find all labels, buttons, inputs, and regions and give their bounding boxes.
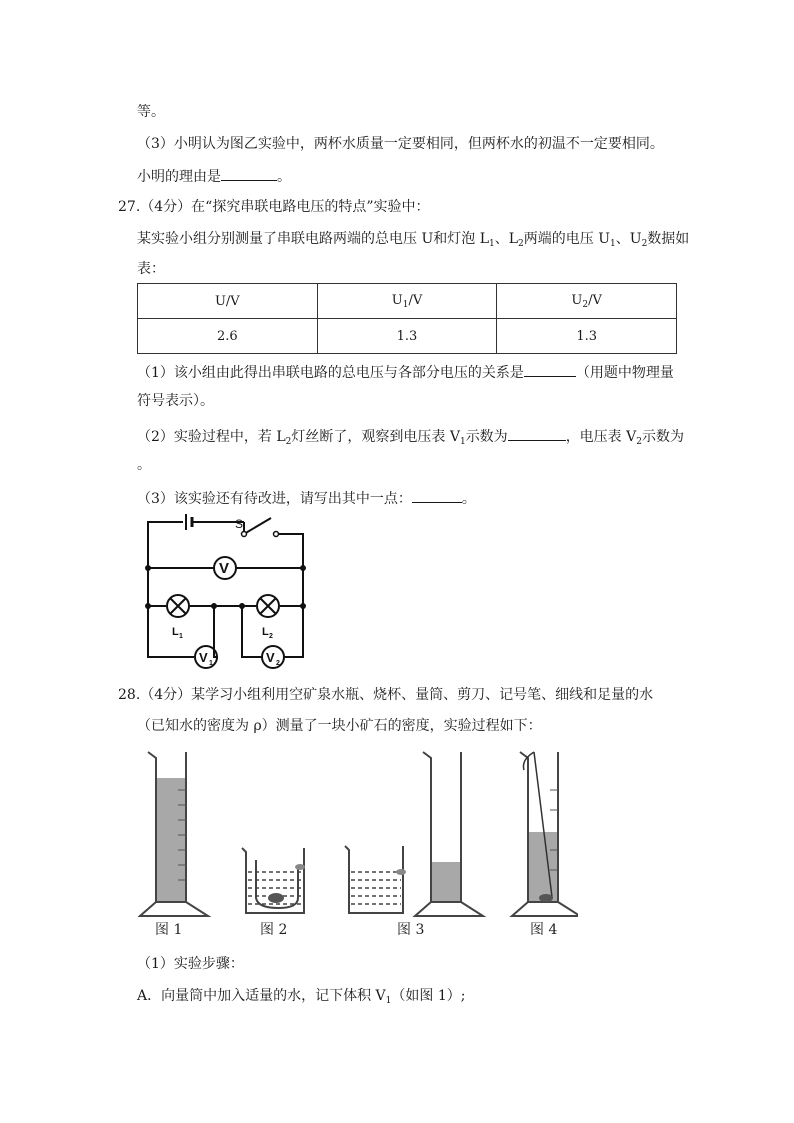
text-segment: 数据如 <box>647 231 690 247</box>
text-segment: （已知水的密度为 ρ）测量了一块小矿石的密度，实验过程如下： <box>137 718 542 734</box>
voltmeter-2-subscript: 2 <box>276 660 280 667</box>
lamp-1-label: L <box>172 626 179 638</box>
question-27-3 <box>137 488 476 508</box>
header-unit: /V <box>588 292 602 308</box>
figure-1-caption: 图 1 <box>155 922 183 938</box>
subscript: 2 <box>582 299 589 310</box>
text-segment: 。 <box>137 457 151 473</box>
text-segment: 表： <box>137 261 165 277</box>
answer-blank[interactable] <box>221 166 277 181</box>
text-segment: 、U <box>615 231 642 247</box>
header-unit: /V <box>408 292 423 308</box>
wire <box>280 568 303 606</box>
subscript: 2 <box>285 437 292 447</box>
text-segment: （3）小明认为图乙实验中，两杯水质量一定要相同，但两杯水的初温不一定要相同。 <box>137 136 664 152</box>
text-segment: （如图 1）; <box>391 988 466 1004</box>
figure-2-beaker <box>242 848 305 913</box>
question-27-1 <box>137 362 674 382</box>
voltmeter-1-subscript: 1 <box>209 660 213 667</box>
experiment-steps-heading <box>137 955 244 973</box>
question-3-reason-line <box>137 166 291 186</box>
subscript: 2 <box>518 239 524 249</box>
voltmeter-2-label: V <box>266 650 275 665</box>
junction-dot <box>300 603 306 609</box>
header-text: U <box>391 292 403 308</box>
subscript: 1 <box>489 239 495 249</box>
wire <box>276 534 303 568</box>
subscript: 1 <box>402 299 409 310</box>
text-line <box>137 103 165 121</box>
text-segment: 示数为 <box>465 429 508 445</box>
wire <box>148 522 183 534</box>
lamp-2-label: L <box>262 626 269 638</box>
figure-3-caption: 图 3 <box>397 922 425 938</box>
figure-3-beaker <box>345 846 406 913</box>
figure-4-caption: 图 4 <box>530 922 558 938</box>
answer-blank[interactable] <box>412 488 462 503</box>
switch-contact <box>242 532 247 537</box>
text-segment: （用题中物理量 <box>575 365 674 381</box>
text-segment: （2）实验过程中，若 L <box>137 429 286 445</box>
answer-blank[interactable] <box>524 362 576 377</box>
text-segment: 某实验小组分别测量了串联电路两端的总电压 U和灯泡 L <box>137 231 489 247</box>
answer-blank[interactable] <box>508 426 566 441</box>
text-segment: A．向量筒中加入适量的水，记下体积 V <box>137 988 386 1004</box>
voltmeter-main-label: V <box>219 560 230 577</box>
text-segment: ，电压表 V <box>565 429 637 445</box>
figure-1-cylinder <box>140 752 208 916</box>
subscript: 1 <box>610 239 616 249</box>
subscript: 2 <box>641 239 648 249</box>
table-cell: 2.6 <box>138 319 318 354</box>
text-segment: （1）该小组由此得出串联电路的总电压与各部分电压的关系是 <box>137 365 524 381</box>
wire <box>284 606 303 657</box>
text-segment: 灯丝断了，观察到电压表 V <box>291 429 460 445</box>
step-a <box>137 987 465 1010</box>
table-header-row <box>138 284 677 319</box>
question-27-heading <box>118 198 430 216</box>
text-segment: （3）该实验还有待改进，请写出其中一点： <box>137 491 412 507</box>
switch-contact <box>274 532 279 537</box>
text-segment: 小明的理由是 <box>137 169 221 185</box>
question-27-2-cont <box>137 456 151 474</box>
text-segment: 28.（4分）某学习小组利用空矿泉水瓶、烧杯、量筒、剪刀、记号笔、细线和足量的水 <box>118 687 654 703</box>
figure-3-cylinder <box>415 752 483 916</box>
wire <box>148 568 166 606</box>
table-header-cell <box>138 284 318 319</box>
table-header-cell <box>317 284 497 319</box>
question-27-intro-cont <box>137 260 165 278</box>
text-segment: 27.（4分）在“探究串联电路电压的特点”实验中： <box>118 199 430 215</box>
question-28-heading <box>118 686 653 704</box>
voltmeter-1-label: V <box>199 650 208 665</box>
experiment-figures <box>138 750 578 942</box>
lamp-1-subscript: 1 <box>179 633 183 640</box>
text-segment: 、L <box>494 231 519 247</box>
header-text: U <box>571 292 583 308</box>
junction-dot <box>211 603 217 609</box>
junction-dot <box>239 603 245 609</box>
lamp-2-subscript: 2 <box>269 633 273 640</box>
junction-dot <box>145 603 151 609</box>
question-27-2 <box>137 426 684 451</box>
table-row <box>138 319 677 354</box>
subscript: 1 <box>459 437 466 447</box>
text-segment: 等。 <box>137 104 165 120</box>
question-28-heading-cont <box>137 717 542 735</box>
table-cell: 1.3 <box>317 319 497 354</box>
header-text: U/V <box>214 293 240 309</box>
junction-dot <box>300 565 306 571</box>
switch-blade <box>244 518 271 534</box>
figure-2-caption: 图 2 <box>260 922 288 938</box>
text-segment: 两端的电压 U <box>523 231 611 247</box>
text-segment: 符号表示）。 <box>137 393 214 409</box>
text-segment: （1）实验步骤： <box>137 956 244 972</box>
table-cell: 1.3 <box>497 319 677 354</box>
table-header-cell <box>497 284 677 319</box>
figure-4-cylinder <box>512 752 578 916</box>
text-segment: 。 <box>277 169 291 185</box>
switch-label: S <box>235 517 244 531</box>
text-segment: 。 <box>461 491 476 507</box>
subscript: 2 <box>636 437 642 447</box>
question-3-line <box>137 135 664 153</box>
subscript: 1 <box>385 996 392 1006</box>
question-27-intro <box>137 230 689 253</box>
text-segment: 示数为 <box>641 429 684 445</box>
circuit-diagram <box>138 512 310 672</box>
question-27-1-cont <box>137 392 214 410</box>
voltage-table <box>137 283 677 354</box>
junction-dot <box>145 565 151 571</box>
